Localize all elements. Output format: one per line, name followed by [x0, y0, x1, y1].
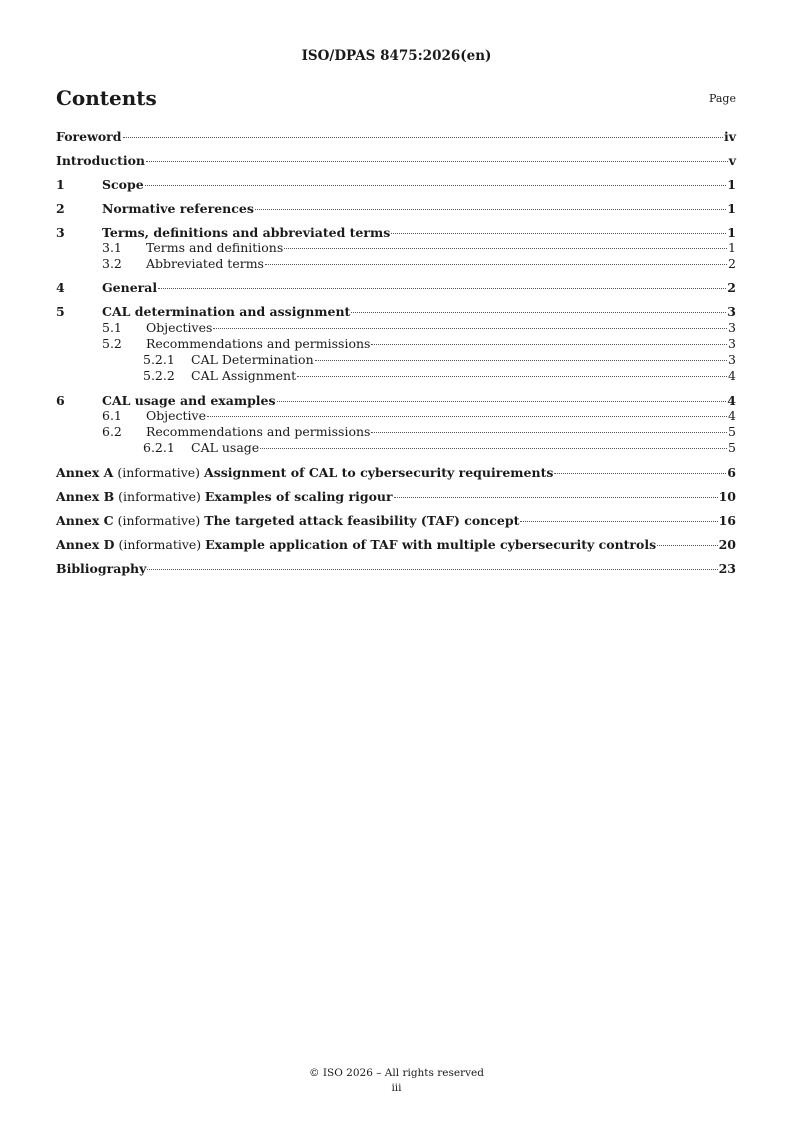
toc-page: 4 — [728, 368, 736, 383]
page-column-label: Page — [708, 92, 736, 105]
toc-number: 5 — [56, 304, 65, 319]
toc-number: 3.2 — [102, 256, 122, 271]
toc-page: 6 — [727, 465, 736, 480]
dot-leader — [554, 473, 726, 474]
toc-entry-general[interactable] — [56, 281, 736, 295]
toc-title: CAL Determination — [191, 352, 314, 367]
toc-number: 5.2.2 — [143, 368, 175, 383]
dot-leader — [265, 264, 727, 265]
toc-entry-cal-usage[interactable] — [56, 394, 736, 408]
toc-title: CAL usage — [191, 440, 260, 455]
toc-number: 3 — [56, 225, 65, 240]
toc-title: Scope — [102, 177, 144, 192]
toc-title: Introduction — [56, 153, 146, 168]
toc-entry-cal-determination[interactable] — [56, 305, 736, 319]
toc-title: Example application of TAF with multiple cybersecurity controls — [205, 537, 657, 552]
annex-letter: Annex D — [56, 537, 115, 552]
dot-leader — [371, 432, 727, 433]
toc-entry-cal-assignment-sub[interactable] — [56, 369, 736, 383]
toc-entry-scope[interactable] — [56, 178, 736, 192]
toc-title: Foreword — [56, 129, 122, 144]
toc-title: CAL determination and assignment — [102, 304, 351, 319]
annex-label — [56, 490, 205, 504]
toc-entry-annex-b[interactable] — [56, 490, 736, 504]
dot-leader — [277, 401, 727, 402]
toc-title: Terms, definitions and abbreviated terms — [102, 225, 391, 240]
annex-letter: Annex A — [56, 465, 114, 480]
toc-number: 6 — [56, 393, 65, 408]
toc-number: 6.1 — [102, 408, 122, 423]
toc-page: 4 — [728, 408, 736, 423]
toc-entry-foreword[interactable] — [56, 130, 736, 144]
toc-page: 3 — [728, 352, 736, 367]
toc-page: 23 — [718, 561, 736, 576]
annex-label — [56, 466, 204, 480]
toc-title: Objective — [146, 408, 207, 423]
toc-page: 1 — [727, 177, 736, 192]
toc-page: 1 — [728, 240, 736, 255]
dot-leader — [255, 209, 726, 210]
dot-leader — [297, 376, 727, 377]
toc-page: 1 — [727, 201, 736, 216]
toc-page: 2 — [728, 256, 736, 271]
toc-number: 6.2 — [102, 424, 122, 439]
toc-page: 2 — [727, 280, 736, 295]
toc-entry-annex-a[interactable] — [56, 466, 736, 480]
annex-kind: (informative) — [114, 537, 206, 552]
annex-label — [56, 514, 204, 528]
dot-leader — [391, 233, 726, 234]
toc-title: Normative references — [102, 201, 254, 216]
dot-leader — [657, 545, 717, 546]
toc-title: Terms and definitions — [146, 240, 284, 255]
toc-number: 5.1 — [102, 320, 122, 335]
dot-leader — [145, 185, 727, 186]
toc-page: 5 — [728, 424, 736, 439]
toc-number: 5.2 — [102, 336, 122, 351]
toc-page: 10 — [718, 489, 736, 504]
dot-leader — [260, 448, 727, 449]
toc-page: v — [728, 153, 736, 168]
toc-page: 1 — [727, 225, 736, 240]
toc-title: Recommendations and permissions — [146, 336, 371, 351]
annex-label — [56, 538, 205, 552]
toc-number: 6.2.1 — [143, 440, 175, 455]
toc-entry-annex-c[interactable] — [56, 514, 736, 528]
page-number: iii — [391, 1082, 402, 1094]
dot-leader — [351, 312, 726, 313]
toc-entry-recommendations-5-2[interactable] — [56, 337, 736, 351]
dot-leader — [371, 344, 727, 345]
dot-leader — [123, 137, 723, 138]
toc-entry-introduction[interactable] — [56, 154, 736, 168]
dot-leader — [213, 328, 727, 329]
toc-title: CAL Assignment — [191, 368, 297, 383]
toc-title: Recommendations and permissions — [146, 424, 371, 439]
annex-kind: (informative) — [113, 465, 205, 480]
toc-entry-objectives[interactable] — [56, 321, 736, 335]
dot-leader — [158, 288, 726, 289]
toc-page: 3 — [728, 320, 736, 335]
toc-entry-annex-d[interactable] — [56, 538, 736, 552]
dot-leader — [146, 161, 728, 162]
annex-letter: Annex B — [56, 489, 115, 504]
dot-leader — [315, 360, 727, 361]
toc-entry-terms-and-definitions[interactable] — [56, 241, 736, 255]
document-header: ISO/DPAS 8475:2026(en) — [301, 48, 492, 64]
toc-number: 3.1 — [102, 240, 122, 255]
toc-entry-recommendations-6-2[interactable] — [56, 425, 736, 439]
toc-entry-bibliography[interactable] — [56, 562, 736, 576]
toc-title: General — [102, 280, 158, 295]
toc-page: 3 — [728, 336, 736, 351]
toc-entry-abbreviated-terms[interactable] — [56, 257, 736, 271]
toc-entry-cal-usage-sub[interactable] — [56, 441, 736, 455]
contents-title: Contents — [56, 86, 157, 110]
copyright-notice: © ISO 2026 – All rights reserved — [309, 1067, 484, 1079]
toc-page: 3 — [727, 304, 736, 319]
toc-page: iv — [723, 129, 736, 144]
toc-page: 16 — [718, 513, 736, 528]
dot-leader — [394, 497, 718, 498]
toc-title: Assignment of CAL to cybersecurity requirements — [204, 465, 554, 480]
dot-leader — [147, 569, 717, 570]
dot-leader — [284, 248, 727, 249]
toc-title: CAL usage and examples — [102, 393, 276, 408]
dot-leader — [520, 521, 717, 522]
toc-number: 2 — [56, 201, 65, 216]
annex-kind: (informative) — [113, 513, 205, 528]
toc-title: Abbreviated terms — [146, 256, 264, 271]
dot-leader — [207, 416, 727, 417]
toc-entry-objective[interactable] — [56, 409, 736, 423]
toc-entry-cal-determination-sub[interactable] — [56, 353, 736, 367]
toc-number: 1 — [56, 177, 65, 192]
toc-page: 5 — [728, 440, 736, 455]
toc-page: 4 — [727, 393, 736, 408]
annex-letter: Annex C — [56, 513, 114, 528]
toc-entry-terms[interactable] — [56, 226, 736, 240]
toc-number: 5.2.1 — [143, 352, 175, 367]
toc-page: 20 — [718, 537, 736, 552]
toc-title: Objectives — [146, 320, 213, 335]
page-footer — [0, 1066, 793, 1096]
toc-entry-normative-references[interactable] — [56, 202, 736, 216]
toc-number: 4 — [56, 280, 65, 295]
toc-title: Examples of scaling rigour — [204, 489, 393, 504]
toc-title: Bibliography — [56, 561, 147, 576]
annex-kind: (informative) — [114, 489, 205, 504]
toc-title: The targeted attack feasibility (TAF) concept — [204, 513, 520, 528]
